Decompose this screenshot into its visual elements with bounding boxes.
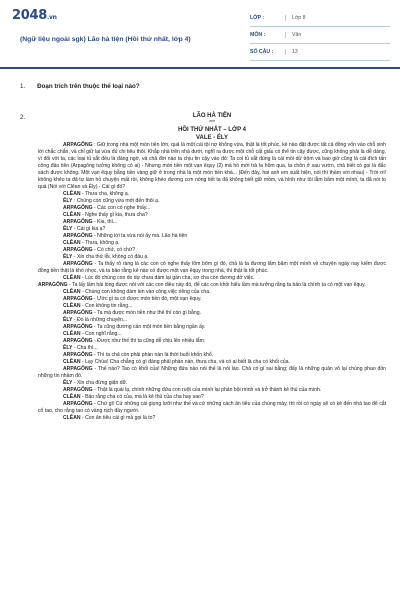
dialogue-line — [38, 226, 386, 233]
speech-text: - Ta thấy rõ ràng là các con có nghe thấy lõm bõm gì đó, chả là ta đương lẩm bẩm một mình về chuyện ngày nay kiếm được đồng tiền thật là khó nhọc, và ta bảo rằng kẻ nào có được một vạn êquy trong nhà, thì thật là tốt phúc. — [38, 261, 386, 274]
speech-text: - Ước gì ta có được món tiền đó, một vạn êquy. — [92, 296, 202, 302]
speech-text: - Lúc đó chúng con do dự chưa dám lại gần cha, sợ cha còn đương dở việc. — [80, 275, 255, 281]
speech-text: - Bảo rằng cha có của, mà là kẻ thù của cha hay sao? — [80, 394, 204, 400]
dialogue-line — [38, 205, 386, 212]
meta-row-subject — [250, 27, 390, 44]
question-2-number: 2. — [20, 114, 26, 121]
speech-text: - Con ăn tiêu cái gì mà gọi là to? — [80, 415, 156, 421]
speech-text: - Con nghĩ rằng... — [80, 331, 122, 337]
dialogue-line — [38, 324, 386, 331]
speech-text: - Xin cha đừng giận dữ. — [72, 380, 128, 386]
speaker-name: ARPAGÔNG — [63, 387, 93, 393]
meta-key: MÔN : — [250, 32, 266, 38]
speech-text: : Giữ trong nhà một món tiền lớn, quả là một cái tội nợ không vừa, thật là tốt phúc, kẻ nào đặt được tất cả đồng vốn vào chỗ sinh lời chắc chắn, và chỉ giữ lại vừa đủ chi tiêu thôi. Khắp nhà trên nhà dưới, nghĩ ra được một chỗ cất giấu có thể tin cậy được, cũng không phải là dễ dàng, vì đối với ta, các loại tủ sắt đều là đáng ngờ, và chả đời nào ta chịu tin cậy vào đó: Ta coi tủ sắt đúng là cái mồi dử trộm và bao giờ cũng là cái đích tấn công đầu tiên (Arpagông tưởng không có ai) - Nhưng món tiền một vạn êquy (2) mà hồ mới trả ta hôm qua, ta chôn ở sau vườn, chả biết có gọi là đắc sách được không. Một vạn êquy bằng tiền vàng giữ ở trong nhà là một món tiền khá... (Đến đây, hai anh em xuất hiện, nói thì thầm với nhau) - Trời ơi! không khéo ta đã tự làm hỏ chuyện mất rồi, không khéo đương cơn nóng tiết ta đã không biết giữ mồm, và hình như tôi lẫm bẩm một mình, ta đã nói to quá (Nói với Clêan và Êly) - Cái gì đó? — [38, 142, 386, 190]
speech-text: - Chứ gì! Cứ những cái giọng lưỡi như thế và cứ những cách ăn tiêu của chúng mày, thì rồi có ngày sẽ có kẻ đến nhà tao để cắt cổ tao, cho rằng tao có vàng nịch đầy người. — [38, 401, 386, 414]
dialogue-line — [38, 212, 386, 219]
dialogue-line — [38, 191, 386, 198]
speech-text: - Có chứ, có chứ? — [92, 247, 136, 253]
meta-value: Lớp 8 — [285, 15, 390, 21]
speaker-name: ARPAGÔNG — [63, 366, 93, 372]
speaker-name: ARPAGÔNG — [63, 296, 93, 302]
dialogue-line — [38, 198, 386, 205]
speaker-name: ARPAGÔNG — [63, 352, 93, 358]
speaker-name: CLÊAN — [63, 289, 81, 295]
dialogue-line — [38, 240, 386, 247]
speech-text: - Ta cũng đương cần một món tiền bằng ngần ấy. — [92, 324, 206, 330]
speaker-name: ARPAGÔNG — [63, 219, 93, 225]
speaker-name: ARPAGÔNG — [63, 233, 93, 239]
speaker-name: ÊLY — [63, 254, 73, 260]
speech-text: - Cha thì... — [72, 345, 98, 351]
dialogue-line — [38, 310, 386, 317]
speech-text: - Thưa cha, không ạ. — [80, 191, 130, 197]
dialogue — [38, 142, 386, 422]
dialogue-line — [38, 380, 386, 387]
dialogue-line — [38, 415, 386, 422]
speaker-name: ÊLY — [63, 226, 73, 232]
dialogue-line — [38, 289, 386, 296]
speech-text: - Nghe thấy gì kia, thưa cha? — [80, 212, 148, 218]
speaker-name: ARPAGÔNG — [38, 282, 68, 288]
dialogue-line — [38, 352, 386, 359]
act-title: HỒI THỨ NHẤT – LỚP 4 — [178, 127, 246, 133]
dialogue-line — [38, 261, 386, 275]
question-number: 1. — [20, 83, 26, 90]
meta-table — [250, 10, 390, 61]
logo-suffix: .vn — [46, 14, 57, 21]
speaker-name: ARPAGÔNG — [63, 261, 93, 267]
speaker-name: ARPAGÔNG — [63, 205, 93, 211]
question-text: Đoạn trích trên thuộc thể loại nào? — [37, 83, 140, 90]
speaker-name: ÊLY — [63, 317, 73, 323]
meta-key: LỚP : — [250, 15, 265, 21]
speaker-name: ARPAGÔNG — [63, 142, 93, 148]
dialogue-line — [38, 219, 386, 226]
speech-text: - Những lời ta vừa nói ấy mà. Lão hà tiện — [92, 233, 188, 239]
dialogue-line — [38, 366, 386, 380]
dialogue-line — [38, 142, 386, 191]
dialogue-line — [38, 282, 386, 289]
speech-text: - Thì ta chả còn phải phàn nàn là thời buổi khốn khổ. — [92, 352, 214, 358]
speaker-name: CLÊAN — [63, 212, 81, 218]
speaker-name: ARPAGÔNG — [63, 401, 93, 407]
speaker-name: ARPAGÔNG — [63, 324, 93, 330]
speaker-name: ÊLY — [63, 380, 73, 386]
speech-text: - Ta mà được món tiền như thế thì còn gì bằng. — [92, 310, 201, 316]
speaker-name: ARPAGÔNG — [63, 338, 93, 344]
speech-text: : Chúng con cũng vừa mới đến thôi ạ. — [72, 198, 160, 204]
dialogue-line — [38, 296, 386, 303]
dialogue-line — [38, 345, 386, 352]
meta-row-count — [250, 44, 390, 61]
speech-text: - Cái gì kia ạ? — [72, 226, 106, 232]
dialogue-line — [38, 247, 386, 254]
speech-text: - Lạy Chúa! Cha chẳng có gì đáng phải phàn nàn, thưa cha, và có ai biết là cha có khối của. — [80, 359, 290, 365]
speaker-name: CLÊAN — [63, 394, 81, 400]
passage-title: LÃO HÀ TIỆN — [192, 113, 232, 119]
dialogue-line — [38, 254, 386, 261]
meta-value: 13 — [285, 49, 390, 55]
dialogue-line — [38, 275, 386, 282]
speaker-name: ARPAGÔNG — [63, 310, 93, 316]
speech-text: - Thưa, không ạ. — [80, 240, 120, 246]
speech-text: - Chúng con không dám len vào công việc riêng của cha. — [80, 289, 211, 295]
speaker-name: ÊLY — [63, 198, 73, 204]
dialogue-line — [38, 331, 386, 338]
speech-text: - Con không tin rằng... — [80, 303, 133, 309]
logo-main: 2048 — [12, 8, 47, 23]
site-logo[interactable] — [12, 8, 57, 23]
speech-text: - Xin cha thứ lỗi, không có đâu ạ. — [72, 254, 149, 260]
speech-text: - Các con có nghe thấy... — [92, 205, 151, 211]
header-divider — [0, 67, 400, 69]
speaker-name: CLÊAN — [63, 191, 81, 197]
speaker-name: CLÊAN — [63, 415, 81, 421]
dialogue-line — [38, 359, 386, 366]
speaker-name: CLÊAN — [63, 359, 81, 365]
speaker-name: CLÊAN — [63, 303, 81, 309]
speaker-name: CLÊAN — [63, 240, 81, 246]
speech-text: - Đó là những chuyện... — [72, 317, 128, 323]
document-subject: (Ngữ liệu ngoài sgk) Lão hà tiện (Hồi thứ nhất, lớp 4) — [20, 36, 191, 43]
meta-row-class — [250, 10, 390, 27]
dialogue-line — [38, 303, 386, 310]
meta-key: SỐ CÂU : — [250, 49, 274, 55]
speech-text: - Được như thế thì ta cũng dễ chịu lên nhiều lắm. — [92, 338, 206, 344]
dialogue-line — [38, 394, 386, 401]
speaker-name: CLÊAN — [63, 331, 81, 337]
speaker-name: ÊLY — [63, 345, 73, 351]
speech-text: - Thật là quái lạ, chính những đứa con ruột của mình lại phản bội mình và trở thành kẻ thù của mình. — [92, 387, 322, 393]
dialogue-line — [38, 317, 386, 324]
speech-text: - Ta lấy làm hài lòng được nói với các con điều này đó, để các con khỏi hiểu lầm mà tưởng rằng ta bảo là chính ta có một vạn êquy. — [67, 282, 366, 288]
speech-text: - Thế nào? Tao có khối của! Những đứa nào nói thế là nói láo. Chả có gì sai bằng; đấy là những quân vô lại chúng phao đồn những tin nhảm đó. — [38, 366, 386, 379]
question-1 — [20, 83, 140, 90]
dialogue-line — [38, 338, 386, 345]
dialogue-line — [38, 387, 386, 394]
scene-title: VALE - ÉLY — [195, 135, 228, 141]
dialogue-line — [38, 401, 386, 415]
title-ornament: *** — [209, 120, 215, 126]
speech-text: - Kia, thì... — [92, 219, 118, 225]
meta-value: Văn — [285, 32, 390, 38]
speaker-name: ARPAGÔNG — [63, 247, 93, 253]
passage — [38, 112, 386, 422]
header — [0, 0, 400, 58]
dialogue-line — [38, 233, 386, 240]
speaker-name: CLÊAN — [63, 275, 81, 281]
